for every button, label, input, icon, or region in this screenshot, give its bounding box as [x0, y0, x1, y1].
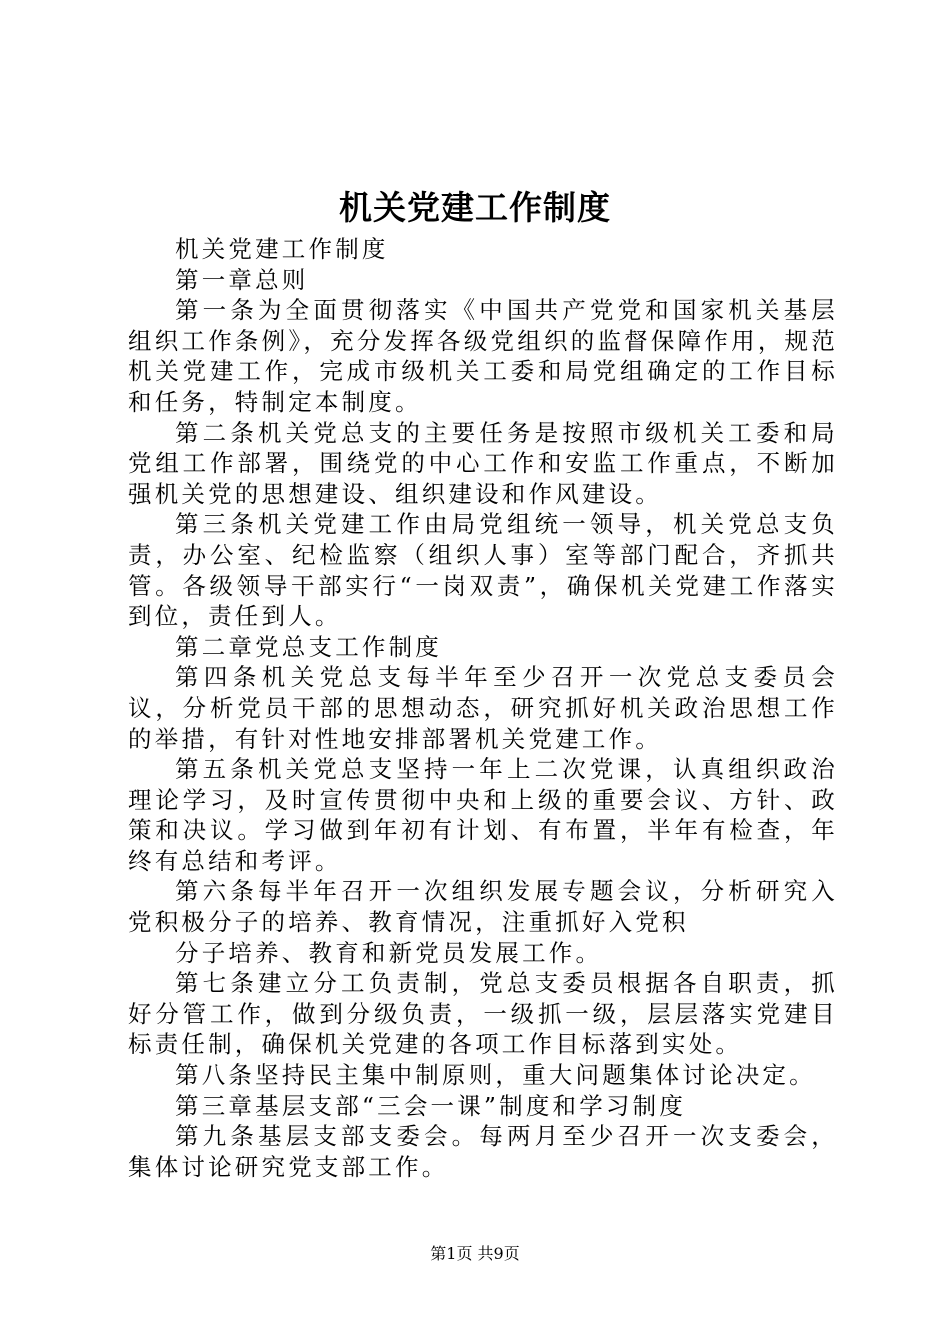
document-body [128, 234, 838, 1182]
chapter-heading: 第一章总则 [175, 265, 309, 294]
body-paragraph: 第五条机关党总支坚持一年上二次党课，认真组织政治理论学习，及时宣传贯彻中央和上级的重要会议、方针、政策和决议。学习做到年初有计划、有布置，半年有检查，年终有总结和考评。 [128, 755, 838, 875]
body-paragraph: 第二条机关党总支的主要任务是按照市级机关工委和局党组工作部署，围绕党的中心工作和安监工作重点，不断加强机关党的思想建设、组织建设和作风建设。 [128, 418, 838, 508]
chapter-heading: 第二章党总支工作制度 [175, 632, 442, 661]
body-paragraph: 第四条机关党总支每半年至少召开一次党总支委员会议，分析党员干部的思想动态，研究抓好机关政治思想工作的举措，有针对性地安排部署机关党建工作。 [128, 663, 838, 753]
chapter-heading: 第三章基层支部“三会一课”制度和学习制度 [175, 1091, 687, 1120]
body-paragraph: 第八条坚持民主集中制原则，重大问题集体讨论决定。 [175, 1061, 816, 1090]
body-paragraph: 分子培养、教育和新党员发展工作。 [175, 938, 603, 967]
body-paragraph: 第六条每半年召开一次组织发展专题会议，分析研究入党积极分子的培养、教育情况，注重抓好入党积 [128, 877, 838, 937]
body-paragraph: 第三条机关党建工作由局党组统一领导，机关党总支负责，办公室、纪检监察（组织人事）室等部门配合，齐抓共管。各级领导干部实行“一岗双责”，确保机关党建工作落实到位，责任到人。 [128, 510, 838, 631]
document-title: 机关党建工作制度 [339, 188, 611, 227]
body-paragraph: 第七条建立分工负责制，党总支委员根据各自职责，抓好分管工作，做到分级负责，一级抓一级，层层落实党建目标责任制，确保机关党建的各项工作目标落到实处。 [128, 969, 838, 1059]
body-paragraph: 第九条基层支部支委会。每两月至少召开一次支委会，集体讨论研究党支部工作。 [128, 1122, 838, 1181]
body-paragraph: 机关党建工作制度 [175, 235, 389, 263]
body-paragraph: 第一条为全面贯彻落实《中国共产党党和国家机关基层组织工作条例》，充分发挥各级党组织的监督保障作用，规范机关党建工作，完成市级机关工委和局党组确定的工作目标和任务，特制定本制度。 [128, 296, 838, 416]
page-footer: 第1页 共9页 [430, 1244, 520, 1263]
